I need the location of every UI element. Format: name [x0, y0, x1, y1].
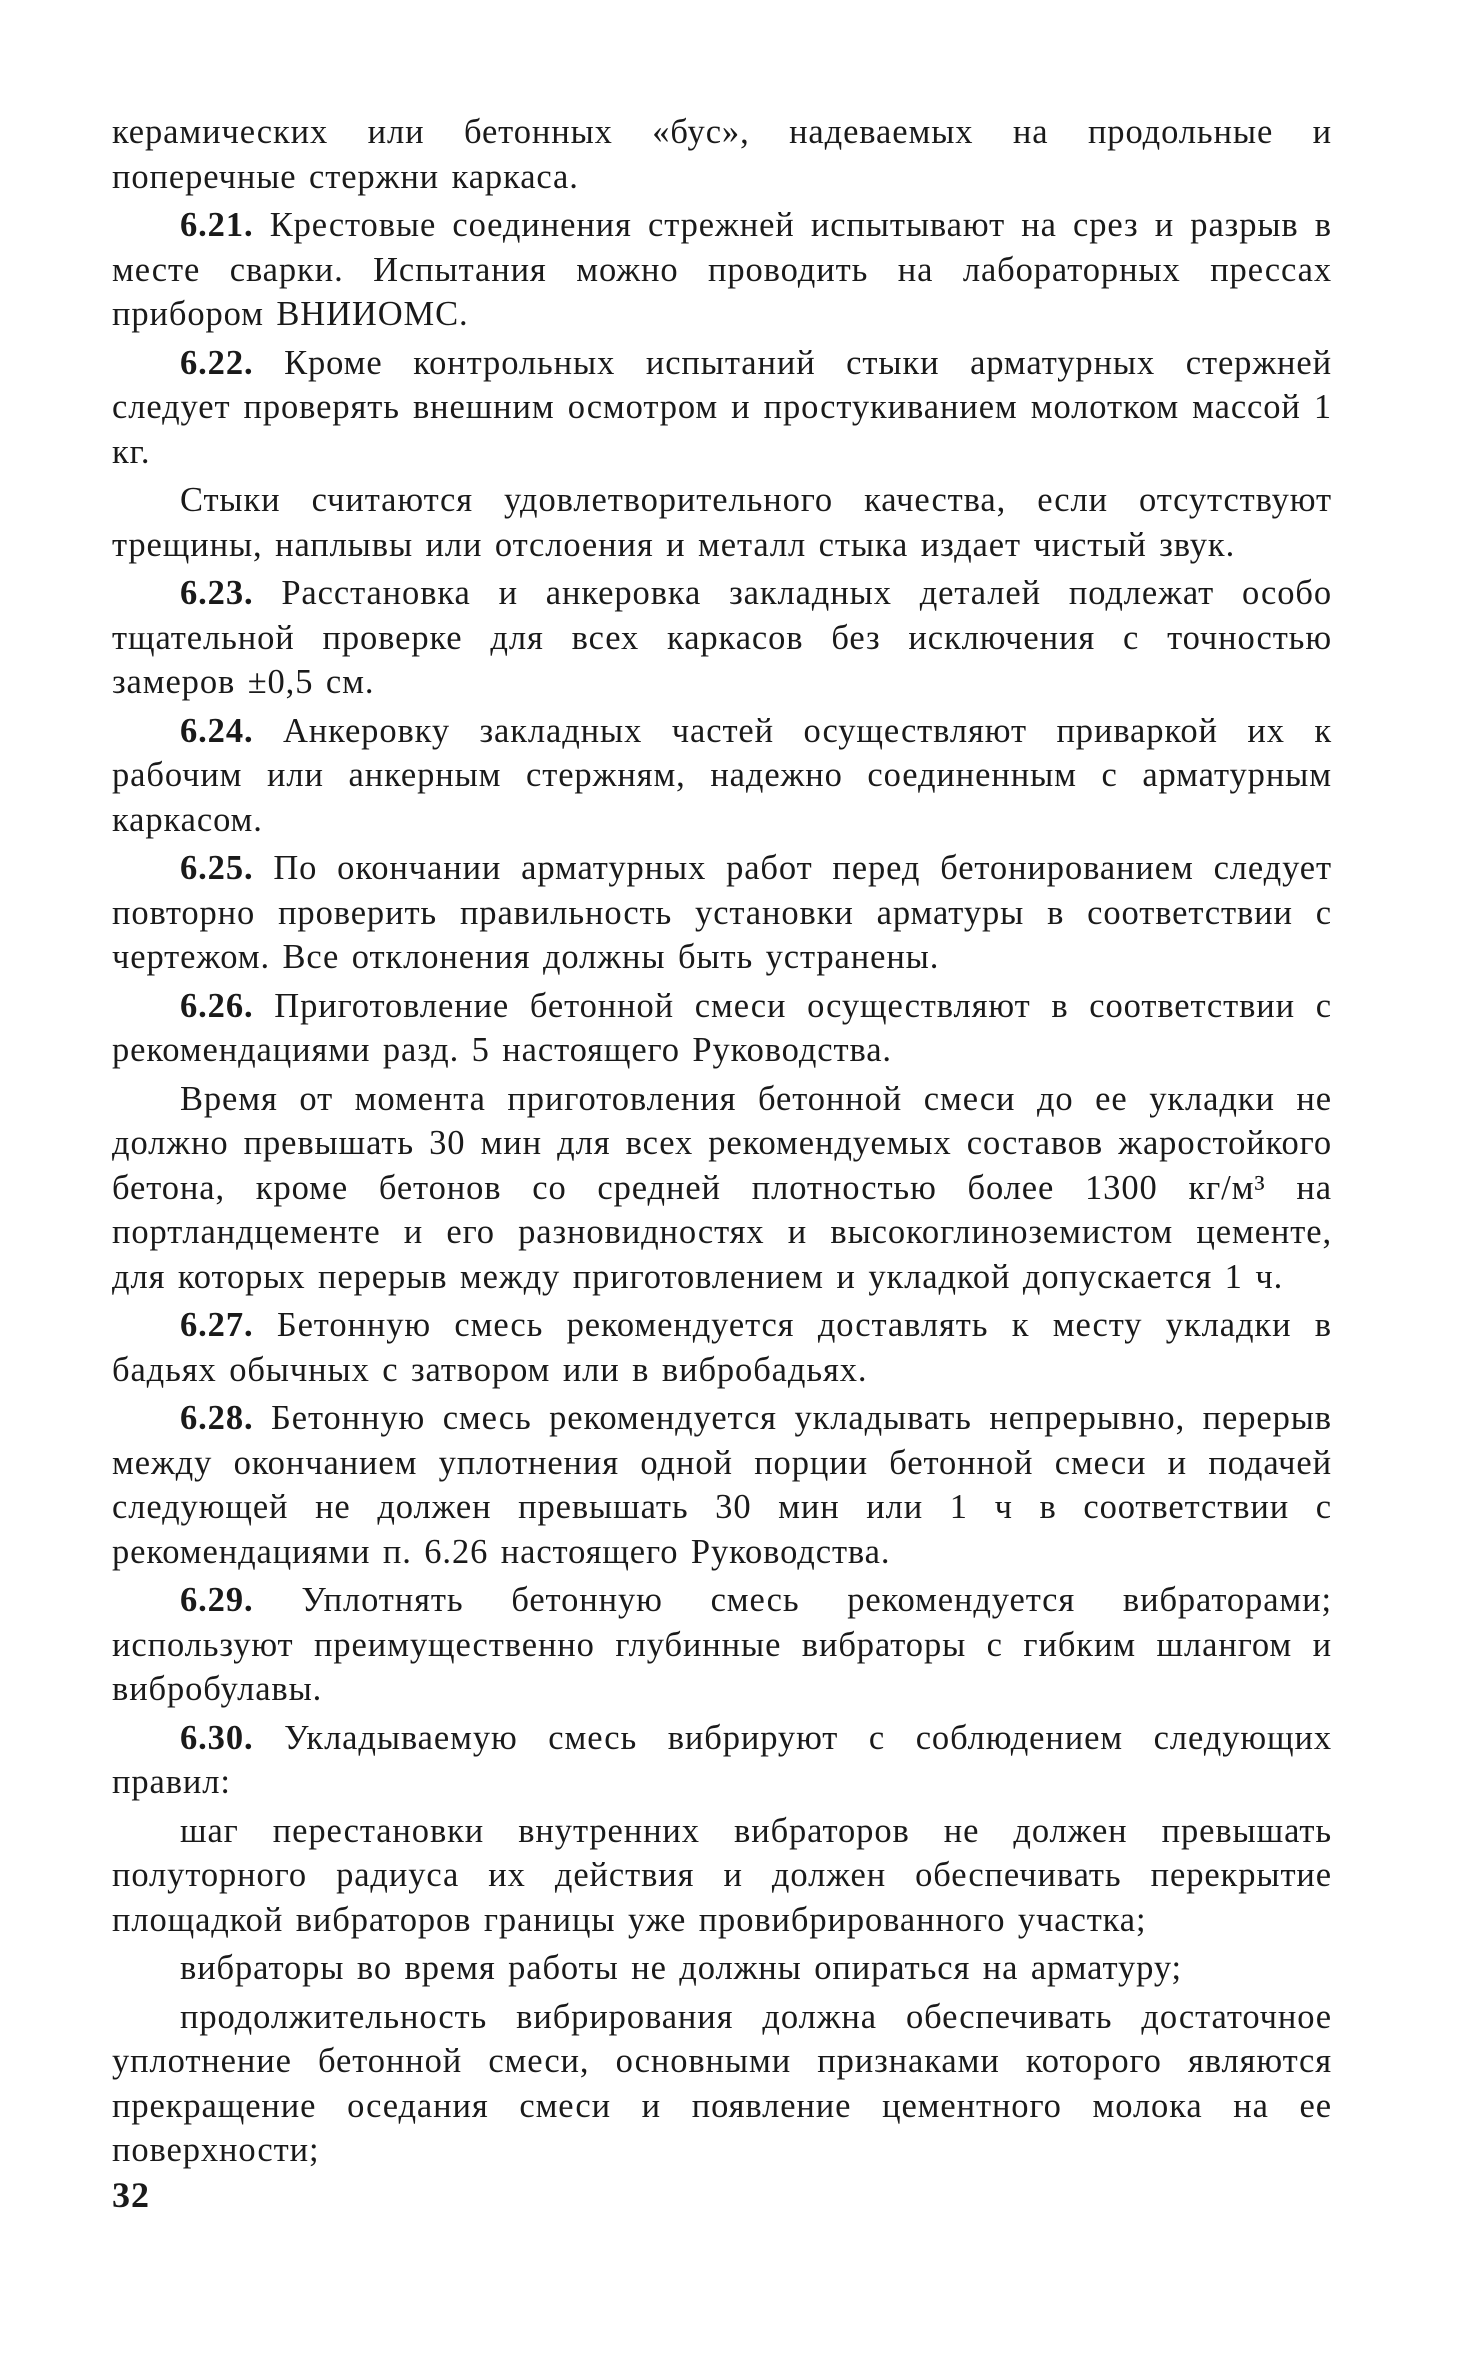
- paragraph-text: продолжительность вибрирования должна обеспечивать достаточное уплотнение бетонной смеси, основными признаками которого являются прекращение оседания смеси и появление цементного молока на ее поверхности;: [112, 1997, 1332, 2169]
- paragraph-number: 6.23.: [180, 574, 254, 612]
- paragraph-text: шаг перестановки внутренних вибраторов не должен превышать полуторного радиуса их действия и должен обеспечивать перекрытие площадкой вибраторов границы уже провибрированного участка;: [112, 1811, 1332, 1939]
- paragraph-number: 6.29.: [180, 1581, 254, 1619]
- paragraph-number: 6.28.: [180, 1399, 254, 1437]
- paragraph-number: 6.26.: [180, 986, 254, 1025]
- paragraph-6-22: [112, 341, 1332, 475]
- paragraph-number: 6.30.: [180, 1718, 254, 1757]
- paragraph-text: Анкеровку закладных частей осуществляют приваркой их к рабочим или анкерным стержням, надежно соединенным с арматурным каркасом.: [112, 711, 1332, 839]
- paragraph-6-21: [112, 203, 1332, 337]
- paragraph-6-23: [112, 571, 1332, 705]
- paragraph-6-26: [112, 984, 1332, 1073]
- paragraph-number: 6.25.: [180, 849, 254, 887]
- paragraph-rule-duration: [112, 1995, 1332, 2173]
- paragraph-text: Укладываемую смесь вибрируют с соблюдением следующих правил:: [112, 1718, 1332, 1801]
- paragraph-number: 6.24.: [180, 711, 254, 750]
- paragraph-joints-quality: [112, 478, 1332, 567]
- paragraph-number: 6.21.: [180, 206, 254, 244]
- paragraph-text: Расстановка и анкеровка закладных деталей подлежат особо тщательной проверке для всех каркасов без исключения с точностью замеров ±0,5 см.: [112, 574, 1332, 701]
- paragraph-rule-no-rebar: [112, 1946, 1332, 1991]
- paragraph-6-28: [112, 1396, 1332, 1574]
- paragraph-6-27: [112, 1303, 1332, 1392]
- paragraph-mixing-time: [112, 1077, 1332, 1300]
- paragraph-text: Бетонную смесь рекомендуется укладывать непрерывно, перерыв между окончанием уплотнения одной порции бетонной смеси и подачей следующей не должен превышать 30 мин или 1 ч в соответствии с рекомендациями п. 6.26 настоящего Руководства.: [112, 1399, 1332, 1571]
- paragraph-text: По окончании арматурных работ перед бетонированием следует повторно проверить правильность установки арматуры в соответствии с чертежом. Все отклонения должны быть устранены.: [112, 849, 1332, 976]
- paragraph-text: Приготовление бетонной смеси осуществляют в соответствии с рекомендациями разд. 5 настоящего Руководства.: [112, 986, 1332, 1069]
- page-body: [112, 110, 1332, 2177]
- paragraph-text: Стыки считаются удовлетворительного качества, если отсутствуют трещины, наплывы или отслоения и металл стыка издает чистый звук.: [112, 481, 1332, 564]
- paragraph-text: Время от момента приготовления бетонной смеси до ее укладки не должно превышать 30 мин для всех рекомендуемых составов жаростойкого бетона, кроме бетонов со средней плотностью более 1300 кг/м³ на портландцементе и его разновидностях и высокоглиноземистом цементе, для которых перерыв между приготовлением и укладкой допускается 1 ч.: [112, 1079, 1332, 1296]
- paragraph-text: Уплотнять бетонную смесь рекомендуется вибраторами; используют преимущественно глубинные вибраторы с гибким шлангом и вибробулавы.: [112, 1581, 1332, 1708]
- page-number: 32: [112, 2175, 150, 2215]
- paragraph-0: [112, 110, 1332, 199]
- paragraph-6-25: [112, 846, 1332, 980]
- paragraph-6-24: [112, 709, 1332, 843]
- paragraph-text: вибраторы во время работы не должны опираться на арматуру;: [180, 1949, 1183, 1987]
- paragraph-number: 6.22.: [180, 343, 254, 382]
- paragraph-text: Кроме контрольных испытаний стыки арматурных стержней следует проверять внешним осмотром и простукиванием молотком массой 1 кг.: [112, 343, 1332, 471]
- paragraph-text: керамических или бетонных «бус», надеваемых на продольные и поперечные стержни каркаса.: [112, 113, 1332, 196]
- paragraph-text: Бетонную смесь рекомендуется доставлять к месту укладки в бадьях обычных с затвором или в вибробадьях.: [112, 1306, 1332, 1389]
- paragraph-6-29: [112, 1578, 1332, 1712]
- paragraph-number: 6.27.: [180, 1306, 254, 1344]
- paragraph-rule-step: [112, 1809, 1332, 1943]
- paragraph-text: Крестовые соединения стрежней испытывают на срез и разрыв в месте сварки. Испытания можно проводить на лабораторных прессах прибором ВНИИОМС.: [112, 206, 1332, 333]
- paragraph-6-30: [112, 1716, 1332, 1805]
